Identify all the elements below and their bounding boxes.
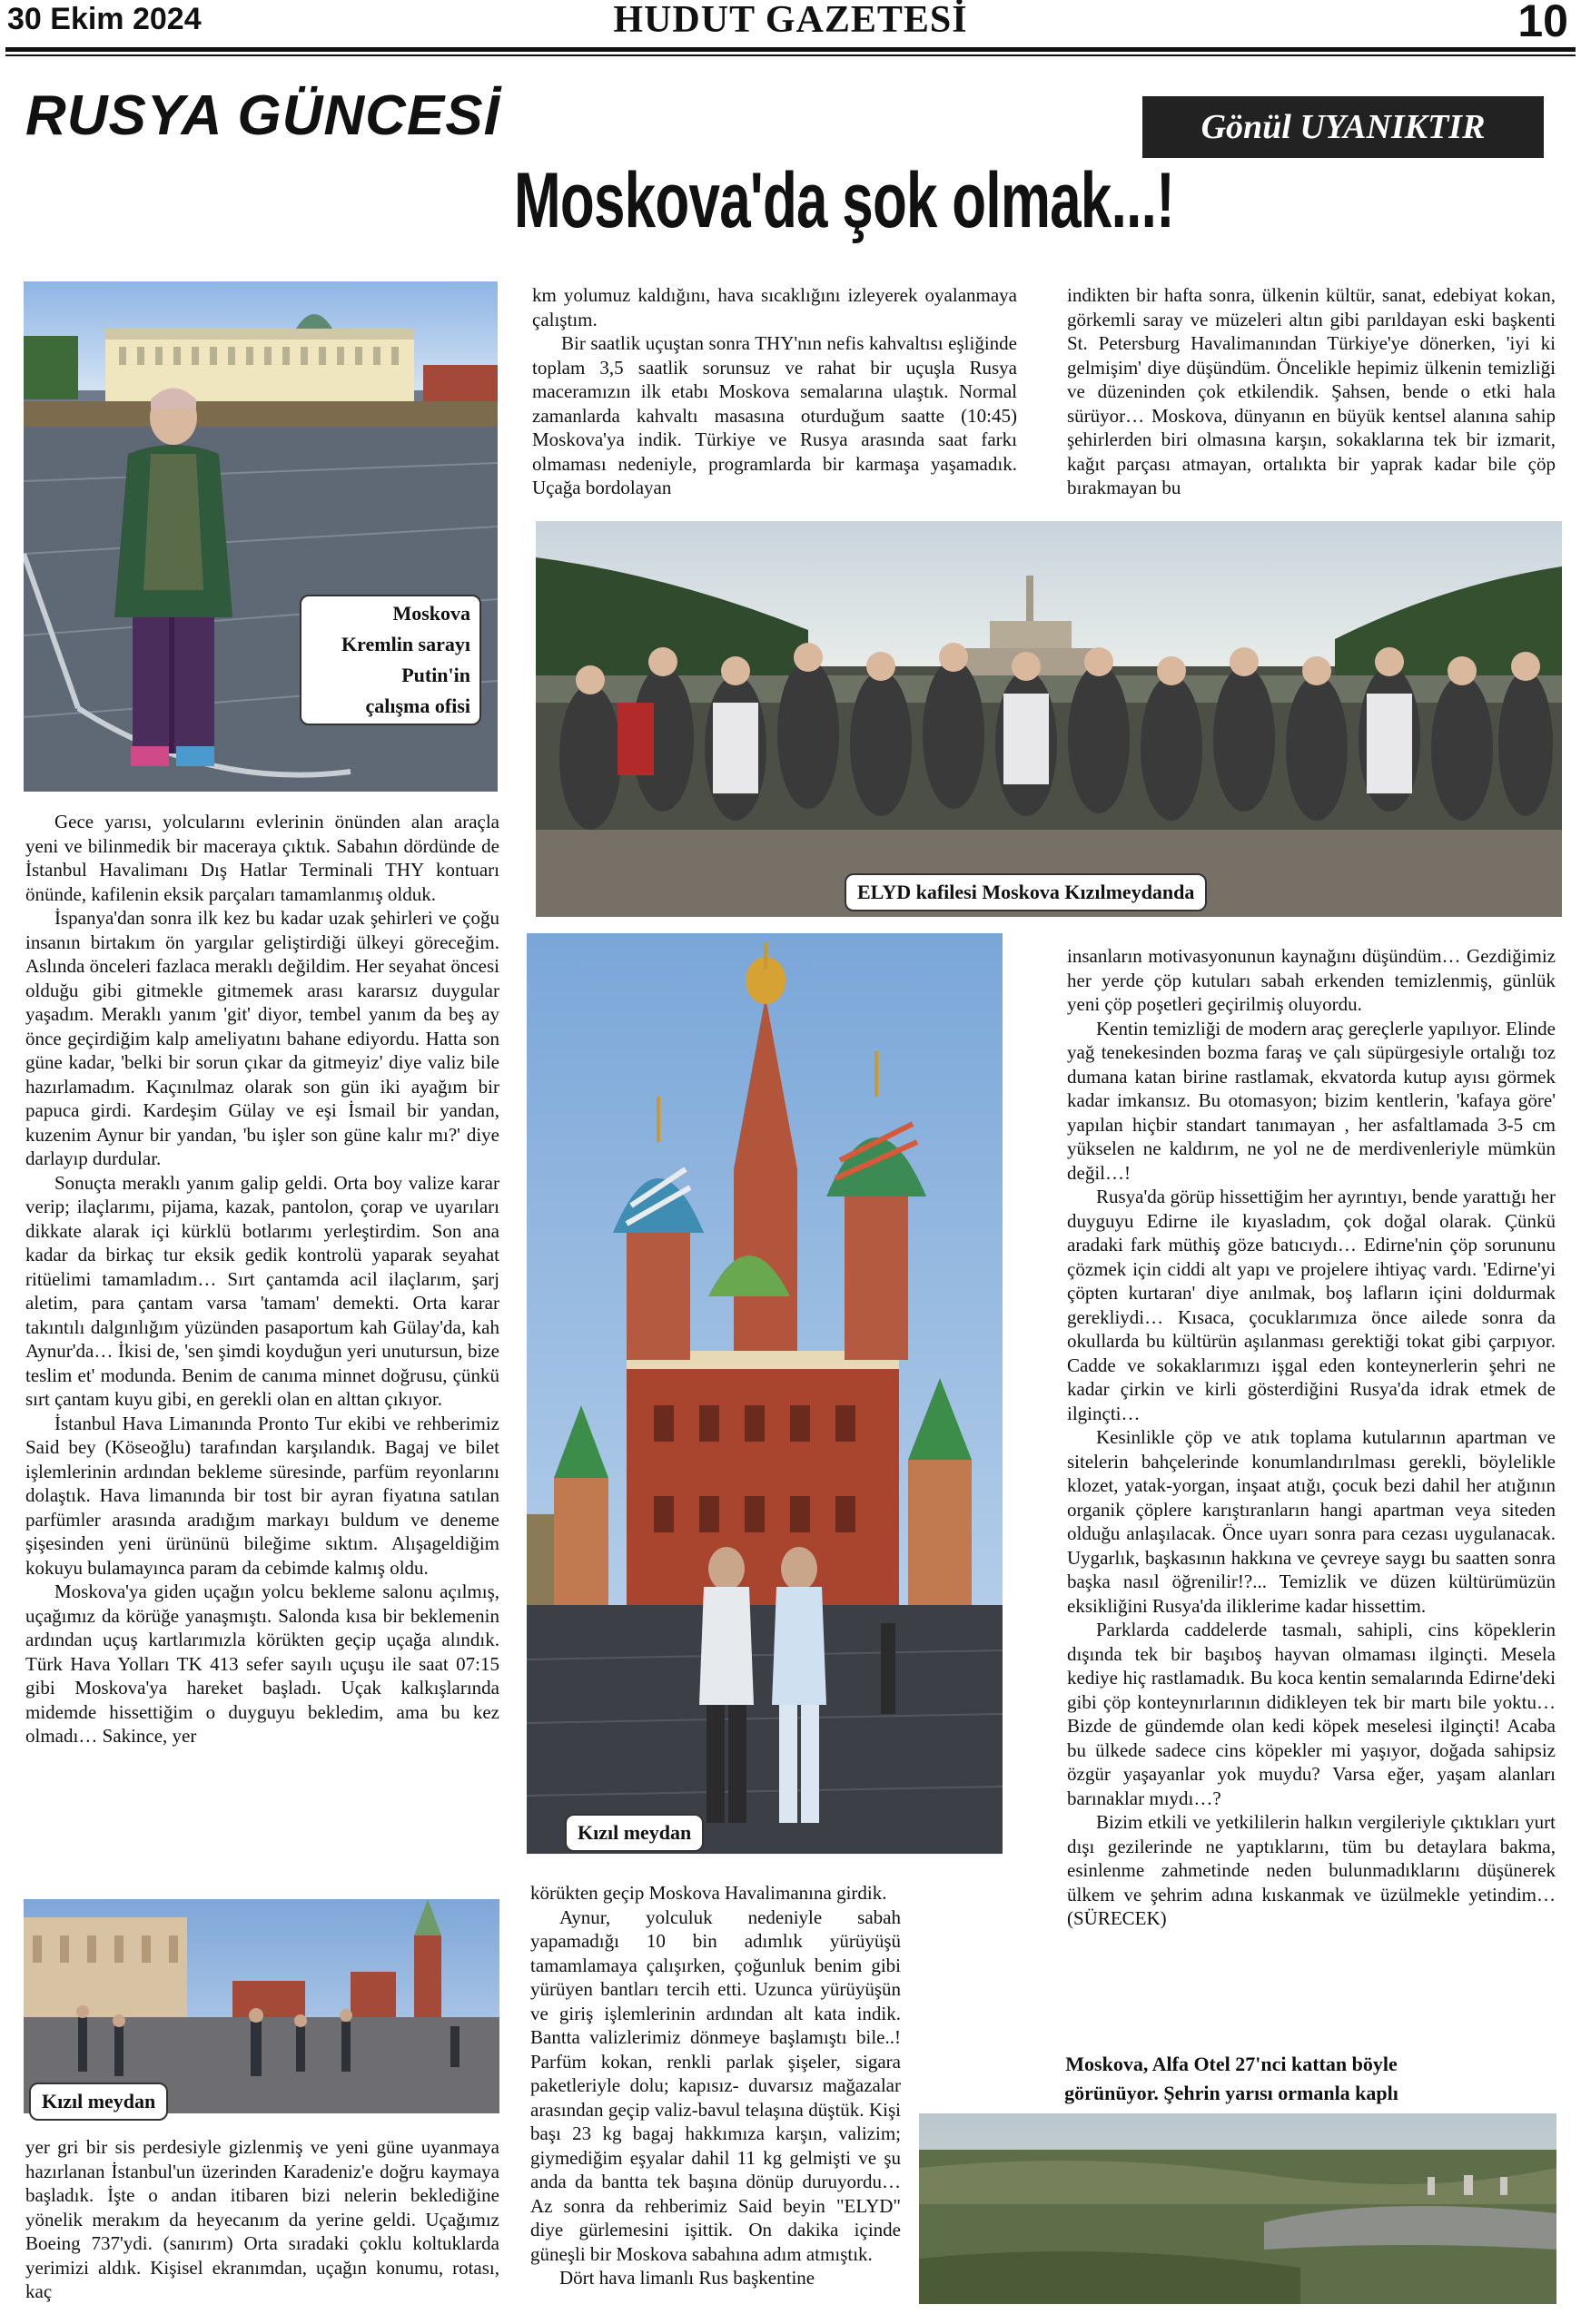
paragraph: Parklarda caddelerde tasmalı, sahipli, cins köpeklerin dışında tek bir başıboş hayvan olmaması ilginçti. Mesela kediye hiç rastlamadık. Bu koca kentin semalarında Edirne'deki gibi çöp konteynırlarının didikleyen tek bir martı bile yoktu… Bizde de gündemde olan kedi köpek meselesi ilginçti! Acaba bu ülkede sadece cins köpekler mi yaşıyor, doğada sahipsiz özgür yaşayanlar yok muydu? Varsa eğer, yaşam alanları barınaklar mıydı…? xyxy=(1067,1619,1556,1809)
paragraph: Aynur, yolculuk nedeniyle sabah yapamadığı 10 bin adımlık yürüyüşü tamamlamaya çalışırken, çoğunluk benim gibi yürüyen bantları tercih etti. Uzunca yürüyüşün ve giriş işlemlerinin ardından alt kata indik. Bantta valizlerimiz dönmeye başlamıştı bile..! Parfüm kokan, renkli parlak şişeler, sigara paketleriyle dolu; kapısız- duvarsız mağazalar arasından geçip valiz-bavul telaşına düştük. Kişi başı 23 kg bagaj hakkımıza karşın, valizim; giymediğim eşyalar dahil 11 kg gelmişti ve şu anda da bantta tek başına dönüp duruyordu… Az sonra da rehberimiz Said beyin "ELYD" diye gürlemesini işittik. On dakika içinde güneşli bir Moskova sabahına adım atmıştık. xyxy=(530,1905,901,2265)
text-column-left-bottom xyxy=(25,2135,499,2304)
text-column-top-middle xyxy=(532,283,1017,500)
paragraph: Kesinlikle çöp ve atık toplama kutularının apartman ve sitelerin bahçelerinde konumlandırılması gerekli, böylelikle klozet, yatak-yorgan, inşaat atığı, çocuk bezi dahil her atığının organik çöplere karıştıranların hangi apartman veya siteden olduğu anlaşılacak. Önce uyarı sonra para cezası uygulanacak. Uygarlık, başkasının hakkına ve çevreye saygı bu saatten sonra başka nasıl öğrenilir!?... Temizlik ve düzen kültürümüzün eksikliğini Rusya'da iliklerime kadar hissettim. xyxy=(1067,1426,1556,1617)
group-caption: ELYD kafilesi Moskova Kızılmeydanda xyxy=(845,873,1207,911)
newspaper-name: HUDUT GAZETESİ xyxy=(613,0,968,41)
paragraph: Moskova'ya giden uçağın yolcu bekleme salonu açılmış, uçağımız da körüğe yanaşmıştı. Salonda kısa bir beklemenin ardından uçuş kartlarımızla körükten geçip uçağa alındık. Türk Hava Yolları TK 413 sefer sayılı uçuşu ile saat 07:15 gibi Moskova'ya hareket başladı. Uçak kalkışlarında midemde hissettiğim o duyguyu bekledim, ama bu kez olmadı… Sakince, yer xyxy=(25,1581,499,1747)
kremlin-caption xyxy=(300,595,481,725)
paragraph: Kentin temizliği de modern araç gereçlerle yapılıyor. Elinde yağ tenekesinden bozma faraş ve çalı süpürgesiyle ortalığı toz dumana katan birine rastlamak, ekvatorda kutup ayısı görmek kadar imkansız. Bu otomasyon; bizim kentlerin, 'kafaya göre' yapılan hiçbir standart tanımayan , her asfaltlamada 3-5 cm yükselen ne kaldırım, ne yol ne de merdivenleriyle mümkün değil…! xyxy=(1067,1017,1556,1184)
cathedral-caption: Kızıl meydan xyxy=(565,1814,704,1852)
paragraph: indikten bir hafta sonra, ülkenin kültür, sanat, edebiyat kokan, görkemli saray ve müzeleri altın gibi parıldayan eski başkenti St. Petersburg Havalimanından Türkiye'ye dönerken, 'iyi ki gelmişim' diye düşündüm. Öncelikle hepimiz ülkenin temizliği ve düzeninden çok etkilendik. Şahsen, bende o etki hala sürüyor… Moskova, dünyanın en büyük kentsel alanına sahip şehirlerden biri olmasına karşın, sokaklarına tek bir izmarit, kağıt parçası atmayan, ortalıkta bir yaprak kadar bile çöp bırakmayan bu xyxy=(1067,284,1556,498)
paragraph: Rusya'da görüp hissettiğim her ayrıntıyı, bende yarattığı her duyguyu Edirne ile kıyasladım, çok doğal olarak. Çünkü aradaki fark müthiş göze batıcıydı… Edirne'nin çöp sorununu çözmek için ciddi alt yapı ve projelere ihtiyaç vardı. 'Edirne'yi çöpten kurtaran' diye anılmak, boş lafların içini doldurmak gerekliydi… Kısaca, çocuklarımıza önce ailede sonra da okullarda bu kültürün aşılanması gerektiği tokat gibi çarpıyor. Cadde ve sokaklarımızı işgal eden konteynerlerin şehri ne kadar çirkin ve kirli gösterdiğini Rusya'da idrak etmek de ilginçti… xyxy=(1067,1186,1556,1424)
header-rule-thin xyxy=(5,54,1576,56)
paragraph: İstanbul Hava Limanında Pronto Tur ekibi ve rehberimiz Said bey (Köseoğlu) tarafından karşılandık. Bagaj ve bilet işlemlerinin ardından bekleme süresinde, parfüm reyonlarını dolaştık. Hava limanında bir tost bir ayran fiyatına satılan parfümler arasında aradığım markayı buldum ve deneme şişesinden yeni ürününü bileğime sıktım. Alışageldiğim kokuyu bulamayınca param da cebimde kalmış oldu. xyxy=(25,1412,499,1579)
issue-date: 30 Ekim 2024 xyxy=(7,2,202,36)
red-square-photo xyxy=(24,1899,499,2113)
paragraph: km yolumuz kaldığını, hava sıcaklığını izleyerek oyalanmaya çalıştım. xyxy=(532,284,1017,330)
header-rule xyxy=(5,47,1576,52)
kremlin-caption-line: Putin'in xyxy=(401,664,470,686)
text-column-top-right xyxy=(1067,283,1556,500)
paragraph: İspanya'dan sonra ilk kez bu kadar uzak şehirleri ve çoğu insanın birtakım ön yargılar geliştirdiği ülkeyi göreceğim. Aslında önceleri fazlaca meraklı değildim. Her seyahat öncesi olduğu gibi gitmekle gitmemek arası kararsız duygular yaşadım. Meraklı yanım 'git' diyor, tembel yanım da beş ay önce geçirdiğim kalp ameliyatını bahane ediyordu. Hatta son güne kadar, 'belki bir sorun çıkar da gitmeyiz' diye valiz bile hazırlamadım. Kaçınılmaz olarak son gün iki ayağım bir papuca girdi. Kardeşim Gülay ve eşi İsmail bir yandan, kuzenim Aynur bir yandan, 'bu işler son güne kalır mı?' diye darlayıp durdular. xyxy=(25,907,499,1169)
paragraph: Gece yarısı, yolcularını evlerinin önünden alan araçla yeni ve bilinmedik bir maceraya çıktık. Sabahın dördünde de İstanbul Havalimanı Dış Hatlar Terminali THY kontuarı önünde, kafilenin eksik parçaları tamamlanmış olduk. xyxy=(25,811,499,905)
hotel-caption-line: görünüyor. Şehrin yarısı ormanla kaplı xyxy=(1064,2082,1398,2104)
kremlin-caption-line: Moskova xyxy=(392,602,470,625)
kremlin-caption-line: Kremlin sarayı xyxy=(341,633,470,655)
paragraph: körükten geçip Moskova Havalimanına girdik. xyxy=(530,1882,887,1904)
paragraph: Bizim etkili ve yetkililerin halkın vergileriyle çıktıkları yurt dışı gezilerinde ne yaptıklarını, tüm bu detaylara bakma, esinlenme zahmetinde neden bulunmadıklarını düşünerek ülkem ve şehrim adına kıskanmak ve üzülmekle yetindim… (SÜRECEK) xyxy=(1067,1811,1556,1929)
paragraph: Sonuçta meraklı yanım galip geldi. Orta boy valize karar verip; ilaçlarımı, pijama, kazak, pantolon, çorap ve uyarıları dikkate alarak içi kürklü botlarımı yerleştirdim. Son ana kadar da birkaç tur eksik gedik kontrolü yaparak seyahat ritüelimi tamamladım… Sırt çantamda acil ilaçlarım, şarj aletim, para çantam varsa 'tamam' demekti. Orta karar takıntılı dalgınlığım yüzünden pasaportum kah Gülay'da, kah Aynur'da… İkisi de, 'sen şimdi koyduğun yeri unutursun, bize teslim et' modunda. Benim de canıma minnet doğrusu, çünkü sırt çantam kuyu gibi, en gerekli olan en alttan çıkıyor. xyxy=(25,1171,499,1410)
group-photo xyxy=(536,521,1562,917)
text-column-left xyxy=(25,810,499,1748)
paragraph: Bir saatlik uçuştan sonra THY'nın nefis kahvaltısı eşliğinde toplam 3,5 saatlik sorunsuz ve rahat bir uçuşla Rusya maceramızın ilk etabı Moskova semalarına ulaştık. Normal zamanlarda kahvaltı masasına oturduğum saatte (10:45) Moskova'ya indik. Türkiye ve Rusya arasında saat farkı olmaması nedeniyle, programlarda bir karmaşa yaşamadık. Uçağa bordolayan xyxy=(532,332,1017,498)
square-caption: Kızıl meydan xyxy=(29,2083,168,2121)
text-column-right xyxy=(1067,944,1556,1931)
page-number: 10 xyxy=(1517,0,1568,46)
cathedral-photo xyxy=(527,933,1003,1854)
author-banner: Gönül UYANIKTIR xyxy=(1142,96,1544,158)
section-title: RUSYA GÜNCESİ xyxy=(25,84,500,147)
article-headline: Moskova'da şok olmak...! xyxy=(514,157,1174,244)
text-column-middle-bottom xyxy=(530,1881,901,2290)
paragraph: insanların motivasyonunun kaynağını düşündüm… Gezdiğimiz her yerde çöp kutuları sabah erkenden temizlenmiş, günlük yeni çöp poşetleri geçirilmiş oluyordu. xyxy=(1067,945,1556,1015)
paragraph: yer gri bir sis perdesiyle gizlenmiş ve yeni güne uyanmaya hazırlanan İstanbul'un üzerinden Karadeniz'e doğru kaymaya başladık. İşte o andan itibaren bizi nelerin beklediğine yönelik merakım da heyecanım da yerine geldi. Uçağımız Boeing 737'ydi. (sanırım) Orta sıradaki çoklu koltuklarda yerimizi aldık. Kişisel ekranımdan, uçağın konumu, rotası, kaç xyxy=(25,2136,499,2302)
kremlin-caption-line: çalışma ofisi xyxy=(365,694,470,717)
paragraph: Dört hava limanlı Rus başkentine xyxy=(559,2267,815,2289)
hotel-caption xyxy=(1033,2050,1429,2108)
hotel-caption-line: Moskova, Alfa Otel 27'nci kattan böyle xyxy=(1065,2053,1398,2075)
hotel-view-photo xyxy=(919,2113,1556,2304)
